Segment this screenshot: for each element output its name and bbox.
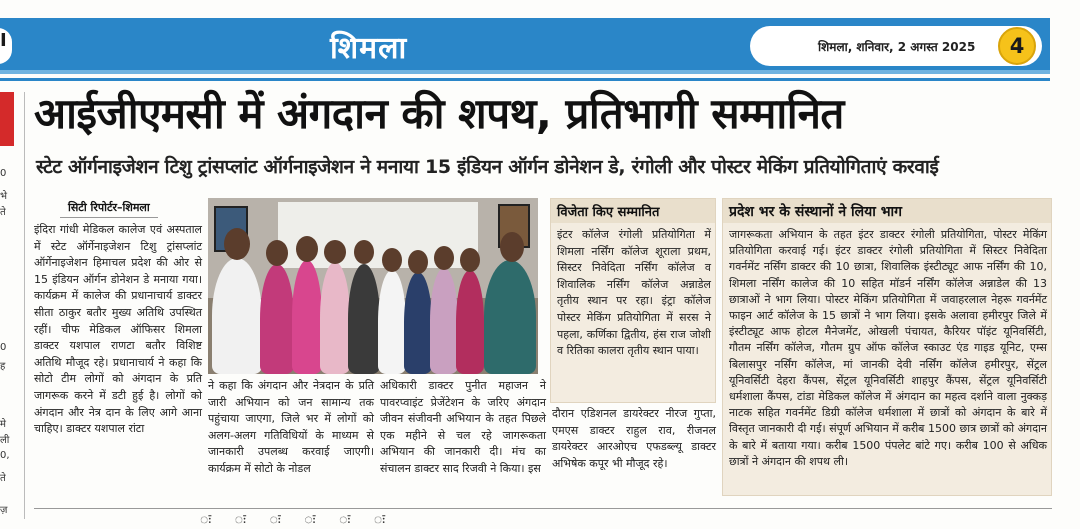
left-fragment: 0 xyxy=(0,342,7,353)
photo-person xyxy=(292,260,322,374)
left-fragment: 0, xyxy=(0,450,10,461)
left-fragment: मे xyxy=(0,419,6,430)
photo-head xyxy=(500,232,524,262)
masthead-band xyxy=(0,18,1050,74)
photo-head xyxy=(224,228,250,260)
photo-head xyxy=(434,246,454,270)
article-column-2: ने कहा कि अंगदान और नेत्रदान के प्रति जारी अभियान को जन सामान्य तक पहुंचाया जाएगा, जिले भर में लोगों को अलग-अलग गतिविधियों के माध्यम से जानकारी उपलब्ध करवाई जाएगी। कार्यक्रम में सोटो के नोडल xyxy=(208,379,374,475)
left-fragment: ते xyxy=(0,207,6,218)
statewide-box-text: जागरूकता अभियान के तहत इंटर डाक्टर रंगोली प्रतियोगिता, पोस्टर मेकिंग प्रतियोगिता करवाई गई। इंटर डाक्टर रंगोली प्रतियोगिता में सिस्टर निवेदिता गवर्नमेंट नर्सिंग डाक्टर की 10 छात्रा, शिवालिक इंस्टीट्यूट आफ नर्सिंग की 10, शिमला नर्सिंग कालेज की 10 सहित मॉडर्न नर्सिंग कॉलेज अन्नाडेल की 13 छात्राओं ने भाग लिया। पोस्टर मेकिंग प्रतियोगिता में जवाहरलाल नेहरू गवर्नमेंट फाइन आर्ट कॉलेज के 15 छात्रों ने भाग लिया। इसके अलावा हमीरपुर जिले में इंस्टीट्यूट आफ होटल मैनेजमेंट, ओखली पंचायत, कैरियर पॉइंट यूनिवर्सिटी, गौतम नर्सिंग कॉलेज, गौतम ग्रुप ऑफ कॉलेज स्काउट एंड गाइड यूनिट, एम्स बिलासपुर नर्सिंग कॉलेज, मां जानकी देवी नर्सिंग कॉलेज हमीरपुर, सेंट्रल यूनिवर्सिटी देहरा कैंपस, सेंट्रल यूनिवर्सिटी शाहपुर कैंपस, सेंट्रल यूनिवर्सिटी धर्मशाला कैंपस, टांडा मेडिकल कॉलेज में अंगदान का महत्व दर्शाने वाला नुक्कड़ नाटक सहित गवर्नमेंट डिग्री कॉलेज धर्मशाला में छात्रों को अंगदान के बारे में विस्तृत जानकारी दी गई। संपूर्ण अभियान में करीब 1500 छात्र छात्रों को अंगदान के बारे में बताया गया। करीब 1500 पंपलेट बांटे गए। करीब 100 से अधिक छात्रों ने अंगदान की शपथ ली। xyxy=(729,228,1047,468)
article-column-4-continued: दौरान एडिशनल डायरेक्टर नीरज गुप्ता, एमएस डाक्टर राहुल राव, रीजनल डायरेक्टर आरओएच एफडब्ल्यू डाक्टर अभिषेक कपूर भी मौजूद रहे। xyxy=(552,407,716,470)
date-pill xyxy=(750,26,1042,66)
winners-box xyxy=(550,198,716,403)
photo-head xyxy=(296,236,318,262)
left-cropped-column xyxy=(0,92,20,519)
statewide-box xyxy=(722,198,1052,496)
left-red-block xyxy=(0,92,14,146)
left-fragment: भे xyxy=(0,191,8,202)
masthead-rule xyxy=(0,78,1050,81)
byline: सिटी रिपोर्टर–शिमला xyxy=(60,198,158,218)
photo-person xyxy=(404,272,432,374)
photo-head xyxy=(266,240,288,266)
left-fragment: ह xyxy=(0,361,6,372)
winners-box-text: इंटर कॉलेज रंगोली प्रतियोगिता में शिमला नर्सिंग कॉलेज शूराला प्रथम, सिस्टर निवेदिता नर्सिंग कॉलेज व शिवालिक नर्सिंग कॉलेज अन्नाडेल तृतीय स्थान पर रहा। इंट्रा कॉलेज पोस्टर मेकिंग प्रतियोगिता में सरस ने पहला, कर्णिका द्वितीय, हंस राज जोशी व रितिका कालरा तृतीय स्थान पाया। xyxy=(557,228,711,358)
page-number-badge: 4 xyxy=(998,27,1036,65)
photo-person xyxy=(456,270,484,374)
bottom-cropped-text: ः ः ः ः ः ः xyxy=(200,512,406,528)
left-fragment: 0 xyxy=(0,168,7,179)
column-divider xyxy=(24,92,25,519)
photo-person xyxy=(484,260,536,374)
article-column-1: इंदिरा गांधी मेडिकल कालेज एवं अस्पताल में स्टेट ऑर्गेनाइजेशन टिशु ट्रांसप्लांट ऑर्गेनाइजेशन हिमाचल प्रदेश की ओर से 15 इंडियन ऑर्गन डोनेशन डे मनाया गया। कार्यक्रम में कालेज की प्रधानाचार्य डाक्टर सीता ठाकुर बतौर मुख्य अतिथि उपस्थित रहीं। चीफ मेडिकल ऑफिसर शिमला डाक्टर यशपाल राणटा बतौर विशिष्ट अतिथि मौजूद रहे। प्रधानाचार्य ने कहा कि सोटो टीम लोगों को अंगदान के प्रति जागरूक करने में डटी हुई है। लोगों को अंगदान और नेत्र दान के लिए आगे आना चाहिए। डाक्टर यशपाल रांटा xyxy=(34,223,202,436)
photo-person xyxy=(430,268,458,374)
photo-head xyxy=(382,248,402,272)
photo-person xyxy=(260,264,294,374)
subheadline: स्टेट ऑर्गनाइजेशन टिशु ट्रांसप्लांट ऑर्गनाइजेशन ने मनाया 15 इंडियन ऑर्गन डोनेशन डे, रंगोली और पोस्टर मेकिंग प्रतियोगिताएं करवाई xyxy=(36,156,939,178)
left-fragment: ज़ xyxy=(0,505,8,516)
statewide-box-title: प्रदेश भर के संस्थानों ने लिया भाग xyxy=(723,199,1051,223)
event-photo xyxy=(208,198,538,374)
left-fragment: ली xyxy=(0,435,10,446)
bottom-rule xyxy=(34,508,1052,509)
photo-person xyxy=(348,264,380,374)
photo-person xyxy=(378,270,406,374)
photo-head xyxy=(460,248,480,272)
section-name: शिमला xyxy=(330,31,408,66)
photo-person xyxy=(320,262,350,374)
photo-head xyxy=(324,240,346,264)
photo-head xyxy=(354,240,374,264)
edition-date: शिमला, शनिवार, 2 अगस्त 2025 xyxy=(818,40,976,54)
headline: आईजीएमसी में अंगदान की शपथ, प्रतिभागी सम्मानित xyxy=(34,89,844,138)
photo-person xyxy=(212,258,262,374)
winners-box-title: विजेता किए सम्मानित xyxy=(551,199,715,223)
left-edge-glyph: I xyxy=(0,30,7,51)
left-fragment: ते xyxy=(0,473,6,484)
photo-head xyxy=(408,250,428,274)
article-column-3: अधिकारी डाक्टर पुनीत महाजन ने पावरप्वाइंट प्रेजेंटेशन के जरिए अंगदान जीवन संजीवनी अभियान के तहत पिछले एक महीने से चल रहे जागरूकता अभियान की जानकारी दी। मंच का संचालन डाक्टर साद रिजवी ने किया। इस xyxy=(380,379,546,475)
